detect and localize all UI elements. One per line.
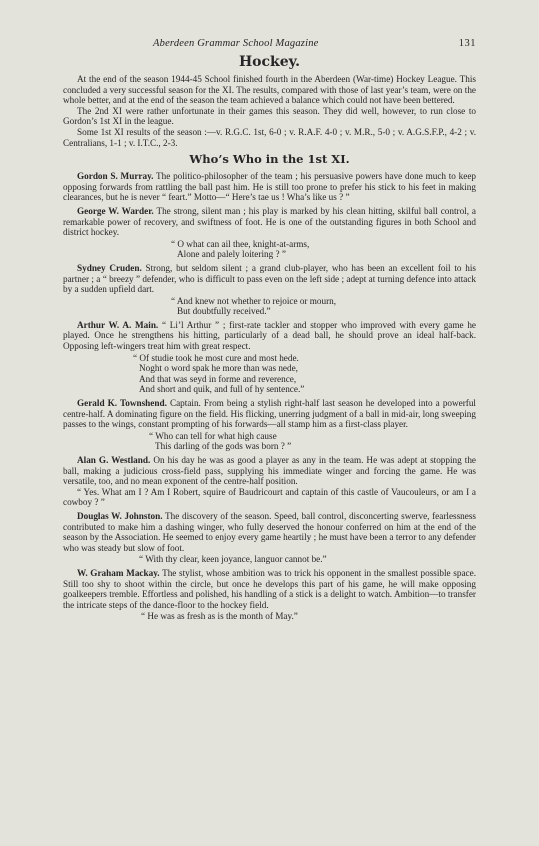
player-description: On his day he was as good a player as any in the team. He was adept at stopping the ball, making a judicious cross-field pass, supplying his immediate winger and forcing the game. He was versatile, too, and no mean exponent of the centre-half position. [63,455,476,487]
player-entry [63,206,476,238]
player-name: Alan G. Westland. [77,455,151,465]
prose-quote: “ Yes. What am I ? Am I Robert, squire of Baudricourt and captain of this castle of Vaucouleurs, or am I a cowboy ? ” [63,486,476,508]
verse-line: This darling of the gods was born ? ” [155,441,292,452]
verse-line: “ With thy clear, keen joyance, languor cannot be.” [139,554,327,565]
player-description: Captain. From being a stylish right-half last season he developed into a powerful centre-half. A dominating figure on the field. His flicking, unerring judgment of a ball in mid-air, long sweeping passes to the wings, constant prompting of his forwards—all stamp him as a first-class player. [63,398,476,430]
verse-quote [63,296,476,317]
verse-line: Alone and palely loitering ? ” [177,249,286,260]
player-entry [63,398,476,430]
player-name: Gerald K. Townshend. [77,398,167,409]
player-description: The strong, silent man ; his play is marked by his clean hitting, skilful ball control, a remarkable power of recovery, and swiftness of foot. He is one of the outstanding figures in both School and district hockey. [63,205,476,238]
whos-who-heading: Who’s Who in the 1st XI. [189,152,350,167]
verse-line: And that was seyd in forme and reverence, [139,373,297,384]
page-number: 131 [458,38,476,49]
running-head [63,38,476,54]
verse-quote [63,611,476,622]
player-entry [63,511,476,553]
verse-line: “ O what can ail thee, knight-at-arms, [171,238,310,249]
verse-line: “ Of studie took he most cure and most hede. [133,352,299,363]
player-name: Douglas W. Johnston. [77,510,163,521]
verse-quote [63,431,476,452]
player-description: The politico-philosopher of the team ; his persuasive powers have done much to keep opposing forwards from rattling the ball past him. He is still too prone to prefer his stick to his feet in making clearances, but he is never “ feart.” Motto—“ Here’s tae us ! Wha’s like us ? ” [63,171,476,203]
player-entry [63,320,476,352]
verse-line: “ He was as fresh as is the month of May.” [141,611,298,622]
intro-paragraph: Some 1st XI results of the season :—v. R.G.C. 1st, 6-0 ; v. R.A.F. 4-0 ; v. M.R., 5-0 ; v. A.G.S.F.P., 4-2 ; v. Centralians, 1-1 ; v. I.T.C., 2-3. [63,126,476,148]
verse-line: But doubtfully received.” [177,306,271,317]
intro-paragraph: The 2nd XI were rather unfortunate in their games this season. They did well, however, to run close to Gordon’s 1st XI in the league. [63,105,476,127]
player-description: Strong, but seldom silent ; a grand club-player, who has been an excellent foil to his partner ; a “ breezy ” defender, who is difficult to pass even on the left side ; adept at turning defence into attack by a sudden upfield dart. [63,262,476,295]
magazine-title: Aberdeen Grammar School Magazine [153,38,319,49]
player-name: Gordon S. Murray. [77,171,154,182]
player-entry [63,568,476,610]
player-name: Sydney Cruden. [77,262,142,273]
verse-quote [63,554,476,565]
player-description: The stylist, whose ambition was to trick his opponent in the smallest possible space. Still too shy to shoot within the circle, but once he develops this part of his game, he will make opposing goalkeepers tremble. Effortless and polished, his handling of a stick is a delight to watch. Ambition—to transfer the intricate steps of the dance-floor to the hockey field. [63,567,476,610]
player-description: “ Li’l Arthur ” ; first-rate tackler and stopper who improved with every game he played. Once he strengthens his hitting, particularly of a dead ball, he should prove an ideal half-back. Opposing left-wingers treat him with great respect. [63,319,476,352]
intro-paragraph: At the end of the season 1944-45 School finished fourth in the Aberdeen (War-time) Hockey League. This concluded a very successful season for the XI. The results, compared with those of last year’s team, were on the whole better, and at the end of the season the team achieved a balance which could not have been bettered. [63,74,476,106]
verse-line: “ And knew not whether to rejoice or mourn, [171,295,337,306]
player-description: The discovery of the season. Speed, ball control, disconcerting swerve, fearlessness contributed to make him a dashing winger, who fully deserved the honour conferred on him at the end of the season by the Association. He seemed to enjoy every game heartily ; he must have been a terror to any defender who was steady but slow of foot. [63,510,477,553]
player-name: Arthur W. A. Main. [77,319,159,330]
verse-line: “ Who can tell for what high cause [149,430,277,441]
section-title: Hockey. [238,54,301,70]
verse-quote [63,239,476,260]
player-entry [63,171,476,203]
verse-line: Noght o word spak he more than was nede, [139,363,298,374]
verse-quote [63,353,476,395]
player-name: George W. Warder. [77,205,154,216]
verse-line: And short and quik, and full of hy sentence.” [139,384,305,395]
player-entry [63,455,476,487]
player-entry [63,263,476,295]
player-name: W. Graham Mackay. [77,567,160,578]
